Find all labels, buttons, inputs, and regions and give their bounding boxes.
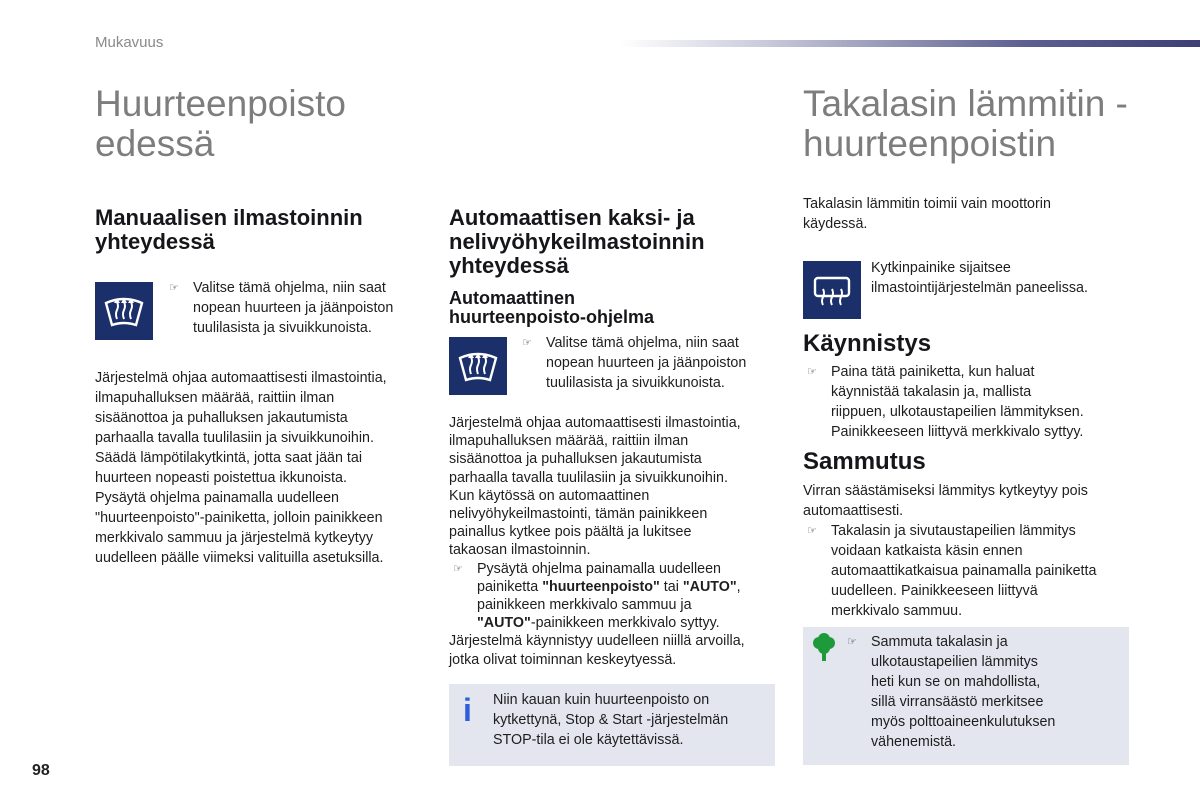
auto-defrost-subheading bbox=[449, 289, 654, 327]
caption-line: ilmastointijärjestelmän paneelissa. bbox=[871, 280, 1088, 296]
bullet-mark: ☞ bbox=[522, 337, 532, 349]
bullet-line: tuulilasista ja sivuikkunoista. bbox=[546, 375, 725, 391]
bullet-line bbox=[477, 614, 779, 632]
text-run-bold: "AUTO" bbox=[477, 615, 531, 632]
auto-ac-heading bbox=[449, 206, 705, 278]
heading-line: Sammutus bbox=[803, 448, 926, 475]
manual-ac-heading bbox=[95, 206, 363, 254]
icon-caption bbox=[871, 258, 1131, 298]
note-line: vähenemistä. bbox=[871, 734, 957, 750]
paragraph-line: sisäänottoa ja puhalluksen jakautumista bbox=[95, 410, 348, 426]
paragraph-line: painallus kytkee pois päältä ja lukitsee bbox=[449, 524, 692, 541]
bullet-line: nopean huurteen ja jäänpoiston bbox=[546, 355, 747, 371]
paragraph-line: merkkivalo sammuu ja järjestelmä kytkeytyy bbox=[95, 530, 374, 546]
bullet-line: painikkeen merkkivalo sammuu ja bbox=[477, 597, 692, 614]
paragraph-line: Pysäytä ohjelma painamalla uudelleen bbox=[95, 490, 339, 506]
header-gradient-bar bbox=[620, 40, 1200, 47]
text-run: painiketta bbox=[477, 578, 543, 595]
section-label: Mukavuus bbox=[95, 34, 164, 51]
intro-line: Takalasin lämmitin toimii vain moottorin bbox=[803, 196, 1051, 212]
intro-line: Virran säästämiseksi lämmitys kytkeytyy pois bbox=[803, 483, 1088, 499]
heading-line: Käynnistys bbox=[803, 330, 932, 357]
paragraph-line: takaosan ilmastoinnin. bbox=[449, 542, 591, 559]
caption-line: Kytkinpainike sijaitsee bbox=[871, 260, 1011, 276]
title-line: Takalasin lämmitin - bbox=[803, 83, 1128, 124]
intro-line: automaattisesti. bbox=[803, 503, 904, 519]
note-line: heti kun se on mahdollista, bbox=[871, 674, 1041, 690]
stop-bullet bbox=[803, 521, 1133, 621]
bullet-mark: ☞ bbox=[807, 366, 817, 378]
paragraph-line: parhaalla tavalla tuulilasiin ja sivuikkunoihin. bbox=[95, 430, 374, 446]
eco-note bbox=[803, 627, 1129, 765]
rear-window-defrost-icon bbox=[803, 261, 861, 319]
start-heading bbox=[803, 331, 931, 357]
paragraph-line: parhaalla tavalla tuulilasiin ja sivuikkunoihin. bbox=[449, 469, 728, 486]
bullet-line: Valitse tämä ohjelma, niin saat bbox=[546, 335, 739, 351]
start-bullet bbox=[803, 362, 1133, 442]
bullet-line: merkkivalo sammuu. bbox=[831, 603, 963, 619]
paragraph-line: Säädä lämpötilakytkintä, jotta saat jään tai bbox=[95, 450, 363, 466]
text-run: tai bbox=[659, 578, 683, 595]
heading-line: yhteydessä bbox=[95, 229, 215, 254]
text-run: , bbox=[736, 578, 741, 595]
auto-bullet bbox=[518, 333, 778, 393]
bullet-line: Painikkeeseen liittyvä merkkivalo syttyy. bbox=[831, 424, 1084, 440]
bullet-line: Paina tätä painiketta, kun haluat bbox=[831, 364, 1035, 380]
heading-line: Automaattisen kaksi- ja bbox=[449, 205, 695, 230]
page-number: 98 bbox=[32, 762, 50, 779]
paragraph-line: Järjestelmä ohjaa automaattisesti ilmastointia, bbox=[449, 415, 741, 431]
bullet-line: automaattikatkaisua painamalla painiketta bbox=[831, 563, 1097, 579]
paragraph-line: uudelleen päälle viimeksi valituilla asetuksilla. bbox=[95, 550, 384, 566]
paragraph-line: sisäänottoa ja puhalluksen jakautumista bbox=[449, 451, 702, 468]
paragraph-line: Järjestelmä ohjaa automaattisesti ilmastointia, bbox=[95, 370, 387, 386]
rear-defrost-title bbox=[803, 84, 1128, 164]
bullet-line: Takalasin ja sivutaustapeilien lämmitys bbox=[831, 523, 1076, 539]
note-line: Niin kauan kuin huurteenpoisto on bbox=[493, 692, 710, 708]
heading-line: nelivyöhykeilmastoinnin bbox=[449, 229, 705, 254]
bullet-mark: ☞ bbox=[807, 525, 817, 537]
paragraph-line: Järjestelmä käynnistyy uudelleen niillä arvoilla, bbox=[449, 633, 745, 650]
stop-heading bbox=[803, 449, 926, 475]
paragraph-line: ilmapuhalluksen määrää, raittiin ilman bbox=[95, 390, 335, 406]
paragraph-line: nelivyöhykeilmastointi, tämän painikkeen bbox=[449, 506, 708, 523]
note-line: kytkettynä, Stop & Start -järjestelmän bbox=[493, 712, 729, 728]
bullet-line: tuulilasista ja sivuikkunoista. bbox=[193, 320, 372, 336]
bullet-line bbox=[477, 578, 779, 596]
eco-tree-icon bbox=[811, 633, 837, 668]
paragraph-line: "huurteenpoisto"-painiketta, jolloin painikkeen bbox=[95, 510, 383, 526]
manual-bullet bbox=[165, 278, 425, 338]
info-icon: i bbox=[463, 692, 472, 728]
note-line: ulkotaustapeilien lämmitys bbox=[871, 654, 1038, 670]
windscreen-defrost-icon bbox=[449, 337, 507, 395]
front-defrost-title bbox=[95, 84, 346, 164]
paragraph-line: huurteen nopeasti poistettua ikkunoista. bbox=[95, 470, 347, 486]
bullet-line: käynnistää takalasin ja, mallista bbox=[831, 384, 1032, 400]
bullet-mark: ☞ bbox=[169, 282, 179, 294]
bullet-mark: ☞ bbox=[847, 636, 857, 648]
title-line: edessä bbox=[95, 123, 215, 164]
paragraph-line: jotka olivat toiminnan keskeytyessä. bbox=[449, 651, 677, 668]
stop-program-bullet bbox=[449, 560, 779, 633]
paragraph-line: ilmapuhalluksen määrää, raittiin ilman bbox=[449, 433, 689, 450]
bullet-line: voidaan katkaista käsin ennen bbox=[831, 543, 1023, 559]
subheading-line: huurteenpoisto-ohjelma bbox=[449, 307, 655, 327]
auto-paragraph bbox=[449, 414, 779, 669]
note-line: Sammuta takalasin ja bbox=[871, 634, 1008, 650]
note-line: STOP-tila ei ole käytettävissä. bbox=[493, 732, 684, 748]
bullet-line: Valitse tämä ohjelma, niin saat bbox=[193, 280, 386, 296]
windscreen-defrost-icon bbox=[95, 282, 153, 340]
note-line: myös polttoaineenkulutuksen bbox=[871, 714, 1056, 730]
bullet-line: uudelleen. Painikkeeseen liittyvä bbox=[831, 583, 1038, 599]
bullet-line: nopean huurteen ja jäänpoiston bbox=[193, 300, 394, 316]
stop-section bbox=[803, 481, 1133, 621]
title-line: huurteenpoistin bbox=[803, 123, 1057, 164]
text-run-bold: "AUTO" bbox=[682, 578, 737, 595]
bullet-mark: ☞ bbox=[453, 562, 463, 575]
rear-intro bbox=[803, 194, 1123, 234]
bullet-line: riippuen, ulkotaustapeilien lämmityksen. bbox=[831, 404, 1084, 420]
note-line: sillä virransäästö merkitsee bbox=[871, 694, 1044, 710]
stop-start-info-note bbox=[449, 684, 775, 766]
manual-paragraph bbox=[95, 368, 425, 568]
paragraph-line: Kun käytössä on automaattinen bbox=[449, 487, 650, 504]
intro-line: käydessä. bbox=[803, 216, 868, 232]
heading-line: yhteydessä bbox=[449, 253, 569, 278]
text-run: -painikkeen merkkivalo syttyy. bbox=[530, 615, 720, 632]
title-line: Huurteenpoisto bbox=[95, 83, 346, 124]
bullet-line: Pysäytä ohjelma painamalla uudelleen bbox=[477, 560, 721, 577]
heading-line: Manuaalisen ilmastoinnin bbox=[95, 205, 363, 230]
text-run-bold: "huurteenpoisto" bbox=[542, 578, 660, 595]
subheading-line: Automaattinen bbox=[449, 288, 575, 308]
